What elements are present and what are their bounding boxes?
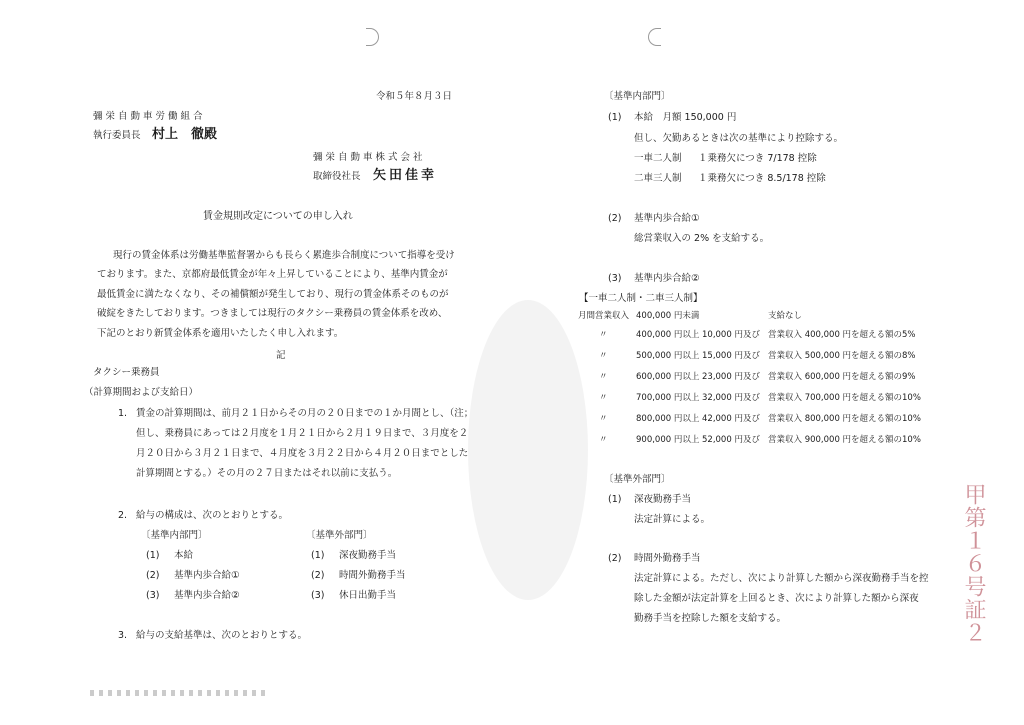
extra-item-label: 時間外勤務手当: [339, 570, 406, 581]
e2-body-line: 勤務手当を控除した額を支給する。: [634, 613, 787, 624]
cell-rule: 営業収入 400,000 円を超える額の: [768, 330, 903, 340]
cell-percent: 9%: [902, 372, 916, 382]
extra-item-label: 深夜勤務手当: [339, 550, 397, 561]
item3-number: 3.: [118, 630, 128, 641]
p1-row-value: １乗務欠につき 7/178 控除: [698, 153, 817, 164]
cell-percent: 10%: [902, 435, 921, 445]
p1-number: (1): [608, 112, 622, 123]
standard-item-label: 基準内歩合給①: [174, 570, 240, 581]
table-row: [512, 435, 1024, 453]
item3-text: 給与の支給基準は、次のとおりとする。: [136, 630, 308, 641]
cell-rule: 営業収入 700,000 円を超える額の: [768, 393, 903, 403]
p1-title: 本給 月額 150,000 円: [634, 112, 737, 123]
cell-amount: 600,000 円以上: [636, 372, 700, 382]
p2-body: 総営業収入の 2% を支給する。: [634, 233, 770, 244]
p1-note: 但し、欠勤あるときは次の基準により控除する。: [634, 133, 844, 144]
table-row: [512, 351, 1024, 369]
table-row: [512, 393, 1024, 411]
table-row: [512, 372, 1024, 390]
cell-amount: 900,000 円以上: [636, 435, 700, 445]
item1-line: 計算期間とする。）その月の２７日またはそれ以前に支払う。: [136, 468, 398, 479]
cell-amount: 800,000 円以上: [636, 414, 700, 424]
e1-number: (1): [608, 494, 622, 505]
document-date: 令和５年８月３日: [376, 91, 453, 102]
addressee-union: 彌栄自動車労働組合: [93, 111, 206, 122]
extra-item-number: (1): [311, 550, 325, 561]
ditto-mark: 〃: [599, 351, 608, 361]
body-line: 現行の賃金体系は労働基準監督署からも長らく累進歩合制度について指導を受け: [113, 250, 455, 261]
sender-company: 彌栄自動車株式会社: [313, 152, 426, 163]
cell-percent: 10%: [902, 414, 921, 424]
cell-base: 32,000 円及び: [702, 393, 760, 403]
p1-row-label: 二車三人制: [634, 173, 682, 184]
cell-amount: 700,000 円以上: [636, 393, 700, 403]
cell-base: 15,000 円及び: [702, 351, 760, 361]
item1-line: 但し、乗務員にあっては２月度を１月２１日から２月１９日まで、３月度を２: [136, 428, 469, 439]
sender-title: 取締役社長: [313, 171, 361, 182]
item1-number: 1.: [118, 408, 128, 419]
cell-base: 23,000 円及び: [702, 372, 760, 382]
table-header-cell: 支給なし: [768, 311, 803, 321]
item1-line: 賃金の計算期間は、前月２１日からその月の２０日までの１か月間とし、（注；: [136, 408, 474, 419]
e2-title: 時間外勤務手当: [634, 553, 701, 564]
extra-item-number: (2): [311, 570, 325, 581]
standard-item-label: 基準内歩合給②: [174, 590, 240, 601]
cell-rule: 営業収入 500,000 円を超える額の: [768, 351, 903, 361]
sender-name: 矢田佳幸: [373, 168, 438, 183]
table-caption: 【一車二人制・二車三人制】: [579, 293, 703, 304]
item1-line: 月２０日から３月２１日まで、４月度を３月２２日から４月２０日までとした: [136, 448, 469, 459]
ditto-mark: 〃: [599, 330, 608, 340]
addressee-name: 村上 徹殿: [152, 127, 218, 142]
e2-number: (2): [608, 553, 622, 564]
extra-item-label: 休日出勤手当: [339, 590, 397, 601]
body-line: 下記のとおり新賃金体系を適用いたしたく申し入れます。: [97, 328, 344, 339]
standard-item-number: (2): [146, 570, 160, 581]
standard-item-number: (3): [146, 590, 160, 601]
p3-number: (3): [608, 273, 622, 284]
e2-body-line: 除した金額が法定計算を上回るとき、次により計算した額から深夜: [634, 593, 919, 604]
table-row: [512, 330, 1024, 348]
item2-text: 給与の構成は、次のとおりとする。: [136, 510, 289, 521]
cell-rule: 営業収入 600,000 円を超える額の: [768, 372, 903, 382]
e1-title: 深夜勤務手当: [634, 494, 692, 505]
standard-item-number: (1): [146, 550, 160, 561]
e1-body: 法定計算による。: [634, 514, 711, 525]
item2-number: 2.: [118, 510, 128, 521]
table-header-cell: 400,000 円未満: [636, 311, 700, 321]
body-line: 破綻をきたしております。つきましては現行のタクシー乗務員の賃金体系を改め、: [97, 308, 448, 319]
p1-row-value: １乗務欠につき 8.5/178 控除: [698, 173, 826, 184]
standard-item-label: 本給: [174, 550, 194, 561]
table-header-cell: 月間営業収入: [578, 311, 630, 321]
ditto-mark: 〃: [599, 414, 608, 424]
p1-row-label: 一車二人制: [634, 153, 682, 164]
document-subject: 賃金規則改定についての申し入れ: [203, 211, 353, 222]
p2-title: 基準内歩合給①: [634, 213, 700, 224]
category-label: タクシー乗務員: [93, 367, 160, 378]
cell-percent: 10%: [902, 393, 921, 403]
addressee-title: 執行委員長: [93, 130, 141, 141]
extra-section-heading: 〔基準外部門〕: [306, 530, 373, 541]
ki-heading: 記: [276, 350, 286, 361]
standard-section-heading: 〔基準内部門〕: [604, 91, 671, 102]
p3-title: 基準内歩合給②: [634, 273, 700, 284]
ditto-mark: 〃: [599, 393, 608, 403]
cell-rule: 営業収入 900,000 円を超える額の: [768, 435, 903, 445]
cell-base: 52,000 円及び: [702, 435, 760, 445]
body-line: ております。また、京都府最低賃金が年々上昇していることにより、基準内賃金が: [97, 269, 448, 280]
p2-number: (2): [608, 213, 622, 224]
right-page: [512, 0, 1024, 725]
cell-base: 42,000 円及び: [702, 414, 760, 424]
table-row: [512, 414, 1024, 432]
cell-amount: 400,000 円以上: [636, 330, 700, 340]
extra-section-heading: 〔基準外部門〕: [604, 474, 671, 485]
cell-amount: 500,000 円以上: [636, 351, 700, 361]
standard-section-heading: 〔基準内部門〕: [141, 530, 208, 541]
section-calc-heading: （計算期間および支給日）: [84, 387, 199, 398]
cell-percent: 5%: [902, 330, 916, 340]
body-line: 最低賃金に満たなくなり、その補償額が発生しており、現行の賃金体系そのものが: [97, 289, 449, 300]
exhibit-stamp: 甲第１６号証２: [961, 482, 986, 644]
extra-item-number: (3): [311, 590, 325, 601]
cell-rule: 営業収入 800,000 円を超える額の: [768, 414, 903, 424]
e2-body-line: 法定計算による。ただし、次により計算した額から深夜勤務手当を控: [634, 573, 929, 584]
cell-percent: 8%: [902, 351, 916, 361]
ditto-mark: 〃: [599, 372, 608, 382]
ditto-mark: 〃: [599, 435, 608, 445]
cell-base: 10,000 円及び: [702, 330, 760, 340]
